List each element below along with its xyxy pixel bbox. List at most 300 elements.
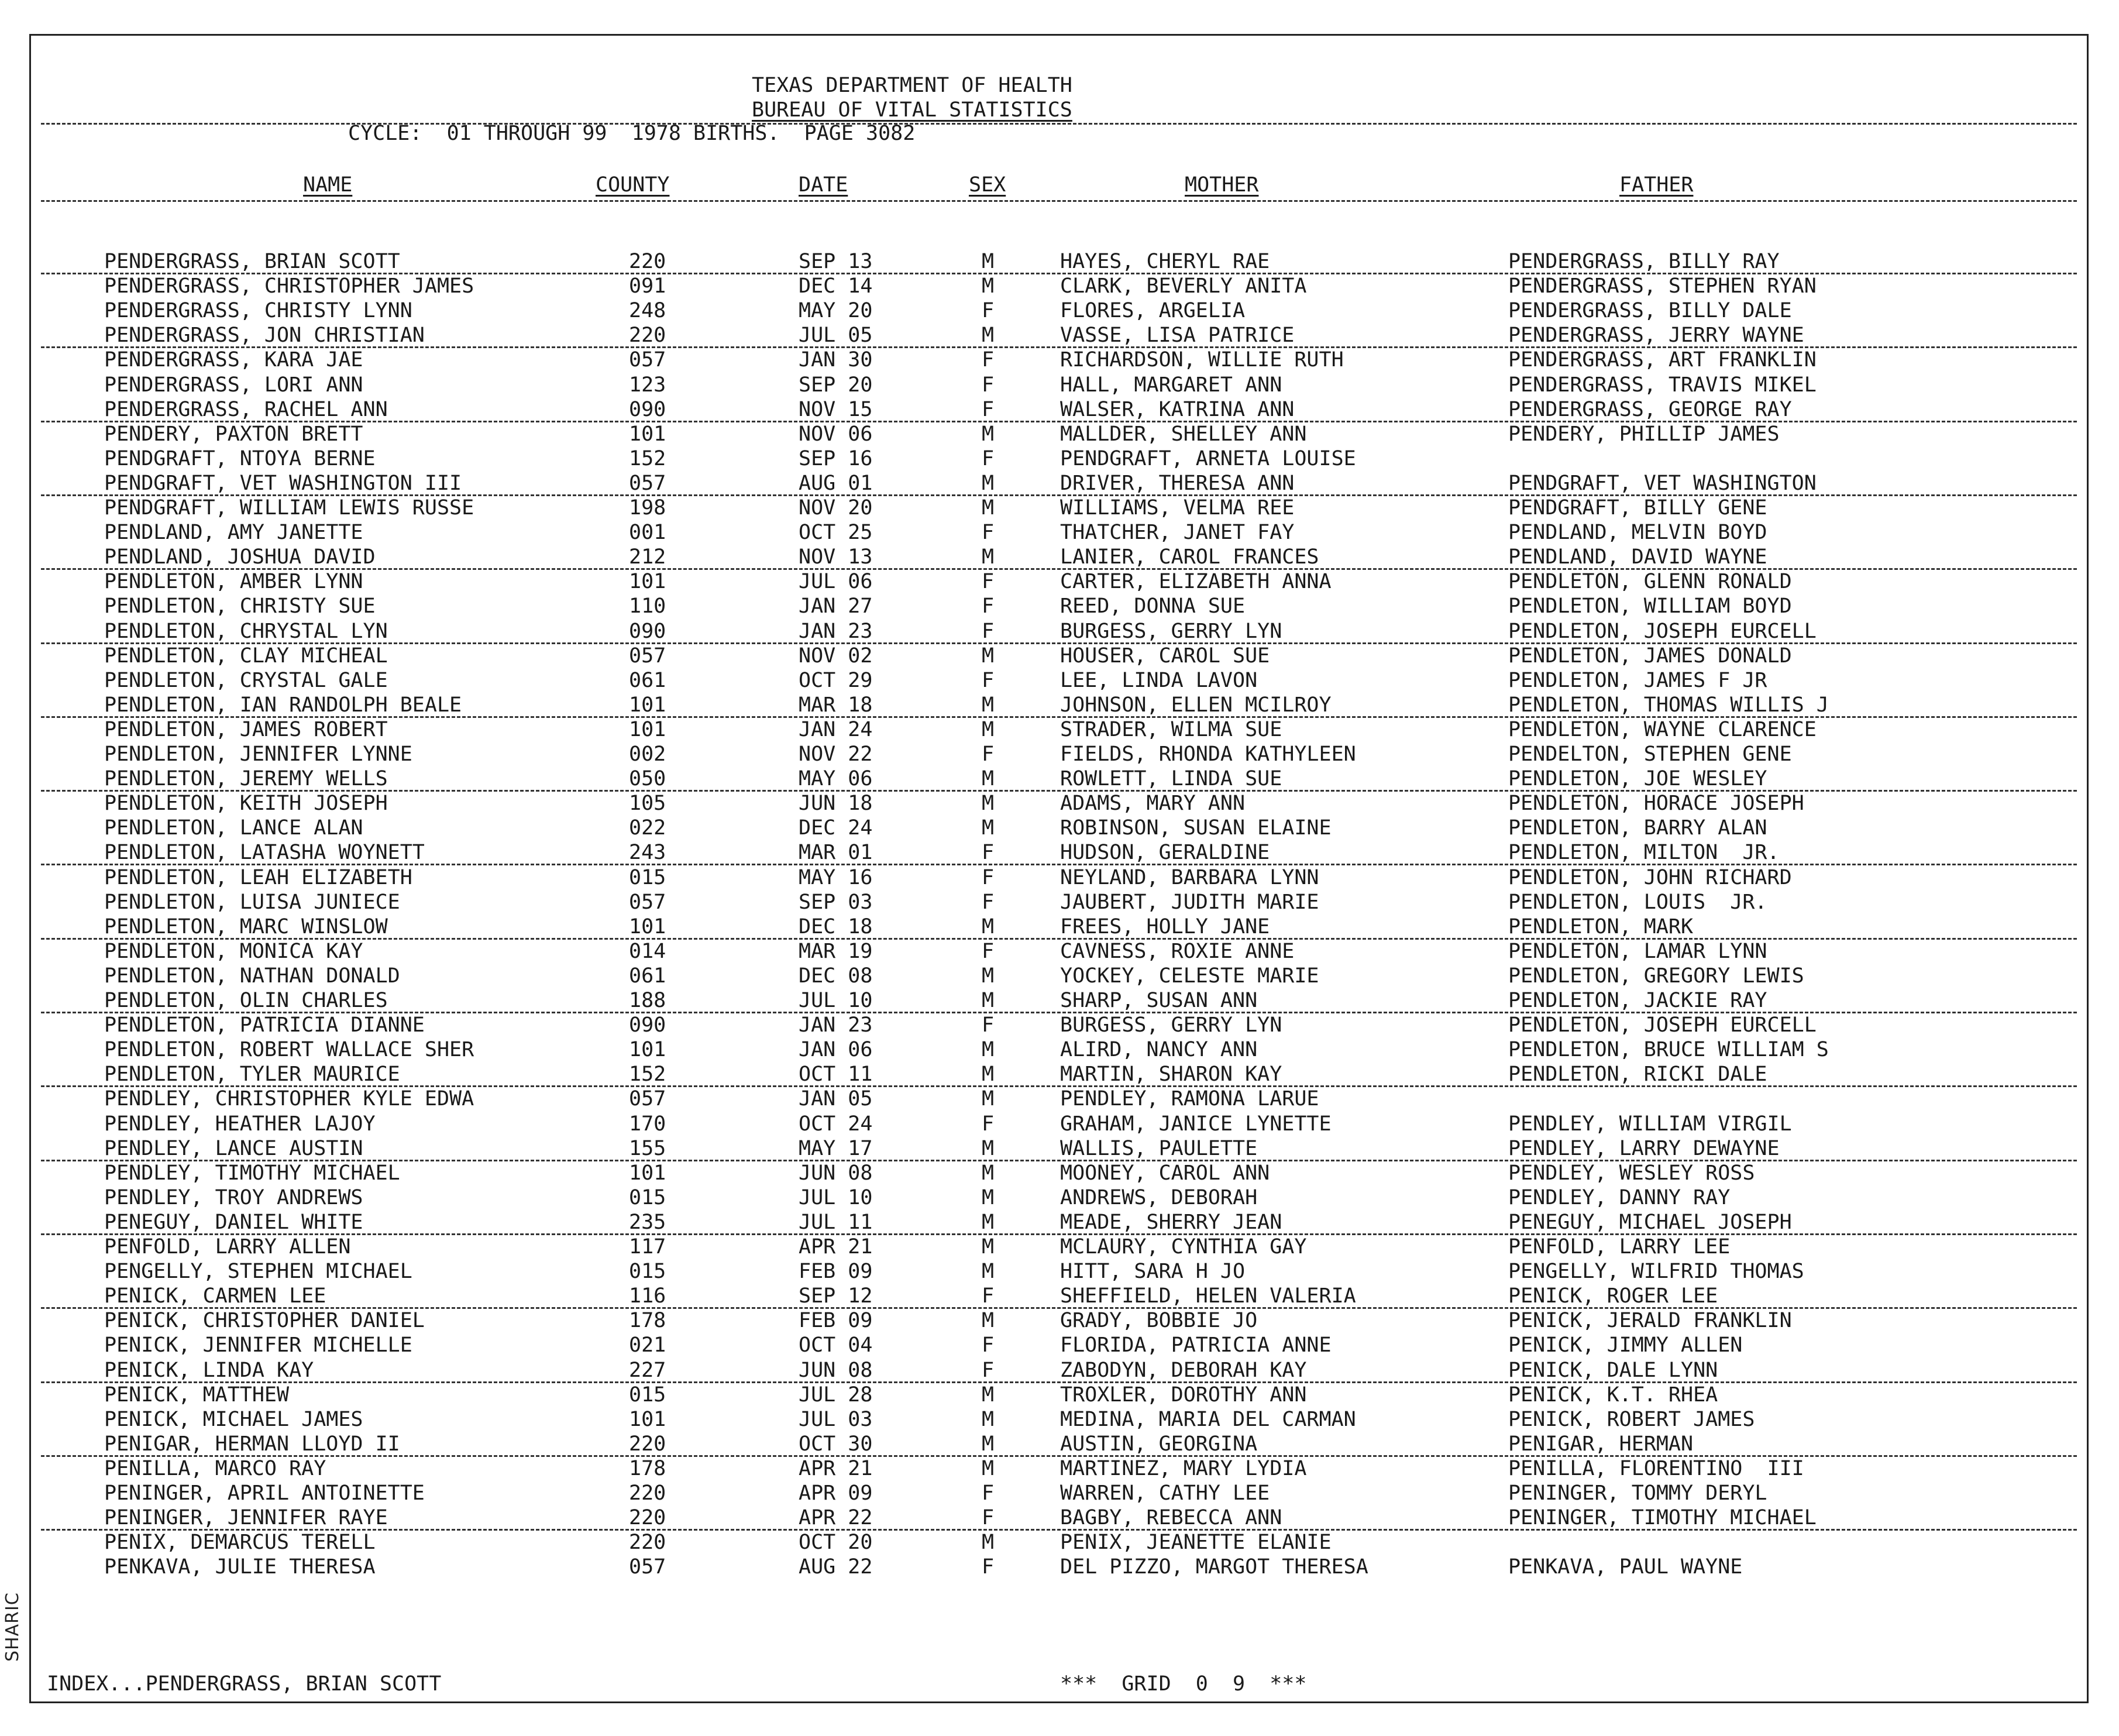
cell-father: PENICK, ROBERT JAMES: [1508, 1407, 1755, 1431]
table-row: [0, 644, 2119, 668]
cell-name: PENICK, CARMEN LEE: [104, 1284, 326, 1308]
table-row: [0, 520, 2119, 545]
table-row: [0, 619, 2119, 644]
cell-mother: LANIER, CAROL FRANCES: [1060, 545, 1319, 569]
cell-mother: FLORES, ARGELIA: [1060, 299, 1246, 323]
cell-father: PENDLAND, DAVID WAYNE: [1508, 545, 1767, 569]
cell-date: MAY 17: [799, 1136, 873, 1160]
cell-father: PENDLETON, JAMES DONALD: [1508, 644, 1792, 668]
table-row: [0, 1530, 2119, 1555]
cell-father: PENICK, JIMMY ALLEN: [1508, 1333, 1743, 1357]
cell-name: PENDLETON, JENNIFER LYNNE: [104, 742, 412, 766]
cell-county: 057: [629, 644, 666, 668]
cell-sex: F: [982, 1112, 995, 1136]
cell-name: PENDLETON, CRYSTAL GALE: [104, 668, 388, 692]
cell-mother: HALL, MARGARET ANN: [1060, 373, 1282, 397]
cell-date: JAN 05: [799, 1087, 873, 1111]
cell-mother: WARREN, CATHY LEE: [1060, 1481, 1270, 1505]
cell-county: 188: [629, 989, 666, 1012]
cell-date: JUL 11: [799, 1210, 873, 1234]
cell-sex: F: [982, 373, 995, 397]
cell-sex: F: [982, 1555, 995, 1579]
column-header-date: DATE: [799, 173, 848, 197]
cell-name: PENDLEY, TROY ANDREWS: [104, 1185, 363, 1209]
cell-county: 220: [629, 324, 666, 348]
cell-county: 101: [629, 1038, 666, 1062]
cell-mother: MALLDER, SHELLEY ANN: [1060, 422, 1307, 446]
cell-sex: F: [982, 299, 995, 323]
cell-date: JUL 06: [799, 570, 873, 594]
table-row: [0, 693, 2119, 717]
header-rule: [41, 123, 2077, 125]
cell-father: PENDLETON, GLENN RONALD: [1508, 570, 1792, 594]
table-row: [0, 397, 2119, 422]
cell-name: PENDLETON, IAN RANDOLPH BEALE: [104, 693, 462, 717]
cell-mother: HOUSER, CAROL SUE: [1060, 644, 1270, 668]
cell-county: 235: [629, 1210, 666, 1234]
cell-county: 021: [629, 1333, 666, 1357]
cell-date: JUL 10: [799, 1185, 873, 1209]
cell-date: JAN 24: [799, 717, 873, 741]
cell-mother: MEADE, SHERRY JEAN: [1060, 1210, 1282, 1234]
cell-date: NOV 15: [799, 397, 873, 421]
cell-county: 123: [629, 373, 666, 397]
cell-name: PENDLETON, PATRICIA DIANNE: [104, 1013, 425, 1037]
table-row: [0, 890, 2119, 915]
cell-sex: M: [982, 915, 995, 939]
cell-date: AUG 01: [799, 471, 873, 495]
cell-county: 152: [629, 446, 666, 470]
cell-county: 220: [629, 250, 666, 273]
cell-date: MAY 06: [799, 767, 873, 791]
cell-date: MAR 18: [799, 693, 873, 717]
cell-date: JUL 28: [799, 1383, 873, 1407]
cell-date: NOV 20: [799, 496, 873, 520]
cell-sex: M: [982, 1309, 995, 1333]
cell-sex: M: [982, 545, 995, 569]
cell-name: PENDLETON, MARC WINSLOW: [104, 915, 388, 939]
cell-date: DEC 08: [799, 964, 873, 988]
cell-mother: ANDREWS, DEBORAH: [1060, 1185, 1258, 1209]
cell-sex: M: [982, 693, 995, 717]
cell-sex: F: [982, 742, 995, 766]
cell-sex: M: [982, 964, 995, 988]
cell-name: PENDLEY, HEATHER LAJOY: [104, 1112, 376, 1136]
cell-father: PENDLETON, BRUCE WILLIAM S: [1508, 1038, 1829, 1062]
cell-mother: SHARP, SUSAN ANN: [1060, 989, 1258, 1012]
table-row: [0, 594, 2119, 618]
cell-sex: F: [982, 1284, 995, 1308]
table-row: [0, 298, 2119, 323]
table-row: [0, 1013, 2119, 1037]
cell-county: 248: [629, 299, 666, 323]
table-row: [0, 323, 2119, 348]
cycle-line: CYCLE: 01 THROUGH 99 1978 BIRTHS. PAGE 3082: [348, 122, 916, 145]
cell-sex: M: [982, 422, 995, 446]
cell-mother: FLORIDA, PATRICIA ANNE: [1060, 1333, 1332, 1357]
table-row: [0, 915, 2119, 939]
cell-mother: BAGBY, REBECCA ANN: [1060, 1506, 1282, 1530]
cell-father: PENINGER, TIMOTHY MICHAEL: [1508, 1506, 1817, 1530]
cell-county: 101: [629, 570, 666, 594]
cell-date: JAN 30: [799, 348, 873, 372]
cell-sex: F: [982, 446, 995, 470]
cell-father: PENINGER, TOMMY DERYL: [1508, 1481, 1767, 1505]
cell-date: APR 21: [799, 1456, 873, 1480]
cell-mother: REED, DONNA SUE: [1060, 594, 1246, 618]
cell-mother: STRADER, WILMA SUE: [1060, 717, 1282, 741]
cell-name: PENDGRAFT, NTOYA BERNE: [104, 446, 376, 470]
cell-mother: BURGESS, GERRY LYN: [1060, 619, 1282, 643]
cell-county: 212: [629, 545, 666, 569]
cell-date: MAY 20: [799, 299, 873, 323]
cell-name: PENDLEY, TIMOTHY MICHAEL: [104, 1161, 400, 1185]
cell-mother: DRIVER, THERESA ANN: [1060, 471, 1295, 495]
cell-mother: PENDLEY, RAMONA LARUE: [1060, 1087, 1319, 1111]
cell-father: PENEGUY, MICHAEL JOSEPH: [1508, 1210, 1792, 1234]
cell-county: 116: [629, 1284, 666, 1308]
cell-sex: M: [982, 1531, 995, 1555]
cell-mother: MARTINEZ, MARY LYDIA: [1060, 1456, 1307, 1480]
table-row: [0, 545, 2119, 569]
cell-father: PENDLETON, THOMAS WILLIS J: [1508, 693, 1829, 717]
cell-father: PENDLETON, JOSEPH EURCELL: [1508, 619, 1817, 643]
cell-mother: JOHNSON, ELLEN MCILROY: [1060, 693, 1332, 717]
table-row: [0, 1383, 2119, 1407]
cell-county: 220: [629, 1481, 666, 1505]
cell-father: PENDERGRASS, GEORGE RAY: [1508, 397, 1792, 421]
cell-mother: WALSER, KATRINA ANN: [1060, 397, 1295, 421]
cell-date: JUN 08: [799, 1358, 873, 1382]
cell-father: PENICK, JERALD FRANKLIN: [1508, 1309, 1792, 1333]
cell-county: 198: [629, 496, 666, 520]
cell-father: PENDLETON, HORACE JOSEPH: [1508, 792, 1804, 816]
table-row: [0, 791, 2119, 816]
cell-sex: F: [982, 890, 995, 914]
cell-father: PENFOLD, LARRY LEE: [1508, 1235, 1731, 1259]
cell-mother: RICHARDSON, WILLIE RUTH: [1060, 348, 1344, 372]
table-row: [0, 1087, 2119, 1111]
cell-name: PENDLETON, LATASHA WOYNETT: [104, 841, 425, 865]
cell-sex: M: [982, 1235, 995, 1259]
cell-father: PENDLETON, BARRY ALAN: [1508, 816, 1767, 840]
cell-sex: M: [982, 989, 995, 1012]
cell-father: PENDLETON, JAMES F JR: [1508, 668, 1767, 692]
cell-county: 243: [629, 841, 666, 865]
cell-date: SEP 20: [799, 373, 873, 397]
cell-mother: JAUBERT, JUDITH MARIE: [1060, 890, 1319, 914]
cell-date: NOV 02: [799, 644, 873, 668]
table-row: [0, 348, 2119, 372]
cell-sex: M: [982, 274, 995, 298]
table-row: [0, 1432, 2119, 1456]
cell-sex: F: [982, 865, 995, 889]
cell-father: PENICK, K.T. RHEA: [1508, 1383, 1718, 1407]
cell-date: JUL 10: [799, 989, 873, 1012]
table-row: [0, 1062, 2119, 1087]
cell-mother: SHEFFIELD, HELEN VALERIA: [1060, 1284, 1356, 1308]
cell-county: 050: [629, 767, 666, 791]
cell-date: SEP 03: [799, 890, 873, 914]
cell-sex: M: [982, 496, 995, 520]
table-row: [0, 865, 2119, 890]
cell-sex: F: [982, 397, 995, 421]
cell-county: 014: [629, 939, 666, 963]
cell-sex: F: [982, 1333, 995, 1357]
table-row: [0, 1161, 2119, 1185]
cell-date: JUL 05: [799, 324, 873, 348]
cell-sex: F: [982, 570, 995, 594]
cell-county: 101: [629, 717, 666, 741]
cell-father: PENILLA, FLORENTINO III: [1508, 1456, 1804, 1480]
cell-county: 090: [629, 1013, 666, 1037]
cell-name: PENDGRAFT, VET WASHINGTON III: [104, 471, 462, 495]
cell-date: NOV 06: [799, 422, 873, 446]
cell-mother: FREES, HOLLY JANE: [1060, 915, 1270, 939]
cell-name: PENDLETON, LUISA JUNIECE: [104, 890, 400, 914]
table-row: [0, 1481, 2119, 1505]
cell-date: JAN 23: [799, 1013, 873, 1037]
cell-mother: FIELDS, RHONDA KATHYLEEN: [1060, 742, 1356, 766]
cell-county: 061: [629, 964, 666, 988]
cell-father: PENDGRAFT, VET WASHINGTON: [1508, 471, 1817, 495]
cell-county: 015: [629, 865, 666, 889]
cell-father: PENDLETON, GREGORY LEWIS: [1508, 964, 1804, 988]
cell-county: 170: [629, 1112, 666, 1136]
cell-date: DEC 18: [799, 915, 873, 939]
cell-father: PENDERY, PHILLIP JAMES: [1508, 422, 1780, 446]
cell-date: JAN 23: [799, 619, 873, 643]
cell-date: SEP 12: [799, 1284, 873, 1308]
table-row: [0, 1284, 2119, 1308]
bureau-title: BUREAU OF VITAL STATISTICS: [752, 98, 1072, 122]
cell-county: 227: [629, 1358, 666, 1382]
cell-sex: F: [982, 841, 995, 865]
cell-sex: M: [982, 324, 995, 348]
table-row: [0, 1037, 2119, 1062]
cell-mother: NEYLAND, BARBARA LYNN: [1060, 865, 1319, 889]
column-header-father: FATHER: [1619, 173, 1694, 197]
cell-date: OCT 20: [799, 1531, 873, 1555]
cell-date: SEP 13: [799, 250, 873, 273]
cell-county: 091: [629, 274, 666, 298]
cell-mother: HUDSON, GERALDINE: [1060, 841, 1270, 865]
cell-mother: AUSTIN, GEORGINA: [1060, 1432, 1258, 1456]
cell-name: PENDLETON, JEREMY WELLS: [104, 767, 388, 791]
cell-mother: YOCKEY, CELESTE MARIE: [1060, 964, 1319, 988]
cell-date: OCT 24: [799, 1112, 873, 1136]
cell-father: PENKAVA, PAUL WAYNE: [1508, 1555, 1743, 1579]
cell-date: JAN 27: [799, 594, 873, 618]
column-header-mother: MOTHER: [1185, 173, 1259, 197]
cell-name: PENICK, JENNIFER MICHELLE: [104, 1333, 412, 1357]
footer-index: INDEX...PENDERGRASS, BRIAN SCOTT: [47, 1672, 442, 1696]
cell-date: APR 21: [799, 1235, 873, 1259]
cell-name: PENINGER, APRIL ANTOINETTE: [104, 1481, 425, 1505]
cell-sex: M: [982, 1038, 995, 1062]
table-row: [0, 496, 2119, 520]
cell-date: MAR 19: [799, 939, 873, 963]
cell-father: PENDERGRASS, BILLY DALE: [1508, 299, 1792, 323]
cell-mother: CLARK, BEVERLY ANITA: [1060, 274, 1307, 298]
footer-grid: *** GRID 0 9 ***: [1060, 1672, 1307, 1696]
cell-father: PENDLEY, LARRY DEWAYNE: [1508, 1136, 1780, 1160]
table-row: [0, 422, 2119, 446]
cell-county: 220: [629, 1506, 666, 1530]
cell-name: PENDLETON, JAMES ROBERT: [104, 717, 388, 741]
cell-name: PENILLA, MARCO RAY: [104, 1456, 326, 1480]
cell-county: 061: [629, 668, 666, 692]
cell-sex: F: [982, 521, 995, 545]
cell-mother: DEL PIZZO, MARGOT THERESA: [1060, 1555, 1368, 1579]
table-row: [0, 1555, 2119, 1579]
table-row: [0, 1259, 2119, 1284]
table-row: [0, 668, 2119, 693]
cell-father: PENDLEY, WILLIAM VIRGIL: [1508, 1112, 1792, 1136]
cell-name: PENDGRAFT, WILLIAM LEWIS RUSSE: [104, 496, 474, 520]
column-header-name: NAME: [303, 173, 353, 197]
cell-sex: M: [982, 1456, 995, 1480]
cell-sex: F: [982, 1506, 995, 1530]
cell-mother: HITT, SARA H JO: [1060, 1260, 1246, 1284]
cell-name: PENDERGRASS, JON CHRISTIAN: [104, 324, 425, 348]
cell-date: APR 22: [799, 1506, 873, 1530]
cell-sex: M: [982, 644, 995, 668]
cell-sex: F: [982, 1013, 995, 1037]
table-row: [0, 1210, 2119, 1235]
table-row: [0, 717, 2119, 742]
cell-father: PENDLETON, LOUIS JR.: [1508, 890, 1767, 914]
cell-mother: BURGESS, GERRY LYN: [1060, 1013, 1282, 1037]
table-row: [0, 1235, 2119, 1259]
cell-name: PENDLETON, LEAH ELIZABETH: [104, 865, 412, 889]
cell-sex: M: [982, 1407, 995, 1431]
cell-sex: M: [982, 1432, 995, 1456]
cell-name: PENDERGRASS, BRIAN SCOTT: [104, 250, 400, 273]
column-header-sex: SEX: [969, 173, 1006, 197]
cell-mother: PENIX, JEANETTE ELANIE: [1060, 1531, 1332, 1555]
cell-county: 022: [629, 816, 666, 840]
cell-father: PENDLEY, WESLEY ROSS: [1508, 1161, 1755, 1185]
table-row: [0, 1112, 2119, 1136]
cell-mother: CAVNESS, ROXIE ANNE: [1060, 939, 1295, 963]
cell-name: PENDERGRASS, CHRISTY LYNN: [104, 299, 412, 323]
cell-name: PENFOLD, LARRY ALLEN: [104, 1235, 351, 1259]
cell-name: PENDLETON, NATHAN DONALD: [104, 964, 400, 988]
cell-sex: M: [982, 1260, 995, 1284]
cell-county: 178: [629, 1456, 666, 1480]
cell-date: FEB 09: [799, 1260, 873, 1284]
cell-name: PENGELLY, STEPHEN MICHAEL: [104, 1260, 412, 1284]
cell-date: OCT 04: [799, 1333, 873, 1357]
cell-date: NOV 22: [799, 742, 873, 766]
cell-father: PENDLETON, JOE WESLEY: [1508, 767, 1767, 791]
cell-father: PENDLETON, LAMAR LYNN: [1508, 939, 1767, 963]
cell-father: PENDLETON, MILTON JR.: [1508, 841, 1780, 865]
cell-mother: PENDGRAFT, ARNETA LOUISE: [1060, 446, 1356, 470]
cell-mother: MARTIN, SHARON KAY: [1060, 1063, 1282, 1087]
cell-sex: M: [982, 816, 995, 840]
cell-county: 002: [629, 742, 666, 766]
cell-mother: VASSE, LISA PATRICE: [1060, 324, 1295, 348]
cell-date: JAN 06: [799, 1038, 873, 1062]
cell-county: 220: [629, 1531, 666, 1555]
cell-name: PENDLETON, KEITH JOSEPH: [104, 792, 388, 816]
cell-date: OCT 30: [799, 1432, 873, 1456]
table-row: [0, 446, 2119, 471]
cell-sex: M: [982, 767, 995, 791]
cell-father: PENDGRAFT, BILLY GENE: [1508, 496, 1767, 520]
cell-date: MAR 01: [799, 841, 873, 865]
cell-date: OCT 29: [799, 668, 873, 692]
cell-county: 152: [629, 1063, 666, 1087]
cell-county: 101: [629, 915, 666, 939]
cell-father: PENDLETON, JOHN RICHARD: [1508, 865, 1792, 889]
cell-sex: M: [982, 1161, 995, 1185]
cell-sex: M: [982, 1136, 995, 1160]
cell-date: APR 09: [799, 1481, 873, 1505]
table-row: [0, 840, 2119, 865]
cell-name: PENDLETON, ROBERT WALLACE SHER: [104, 1038, 474, 1062]
cell-mother: ROWLETT, LINDA SUE: [1060, 767, 1282, 791]
table-row: [0, 939, 2119, 964]
table-row: [0, 816, 2119, 840]
cell-name: PENDERGRASS, LORI ANN: [104, 373, 363, 397]
table-row: [0, 1185, 2119, 1210]
cell-sex: M: [982, 792, 995, 816]
cell-father: PENDLEY, DANNY RAY: [1508, 1185, 1731, 1209]
table-row: [0, 249, 2119, 274]
cell-county: 110: [629, 594, 666, 618]
cell-county: 057: [629, 471, 666, 495]
cell-mother: WILLIAMS, VELMA REE: [1060, 496, 1295, 520]
cell-name: PENDLETON, TYLER MAURICE: [104, 1063, 400, 1087]
cell-name: PENICK, LINDA KAY: [104, 1358, 314, 1382]
table-row: [0, 1333, 2119, 1357]
cell-father: PENDLETON, MARK: [1508, 915, 1694, 939]
cell-sex: M: [982, 471, 995, 495]
cell-father: PENDLETON, JOSEPH EURCELL: [1508, 1013, 1817, 1037]
table-row: [0, 1136, 2119, 1161]
cell-father: PENDLETON, WILLIAM BOYD: [1508, 594, 1792, 618]
cell-county: 015: [629, 1383, 666, 1407]
cell-name: PENDLETON, CHRISTY SUE: [104, 594, 376, 618]
cell-sex: F: [982, 939, 995, 963]
cell-date: AUG 22: [799, 1555, 873, 1579]
cell-father: PENDLETON, WAYNE CLARENCE: [1508, 717, 1817, 741]
cell-father: PENDLETON, JACKIE RAY: [1508, 989, 1767, 1012]
table-row: [0, 471, 2119, 496]
cell-date: NOV 13: [799, 545, 873, 569]
cell-mother: MEDINA, MARIA DEL CARMAN: [1060, 1407, 1356, 1431]
cell-name: PENDLETON, CHRYSTAL LYN: [104, 619, 388, 643]
table-row: [0, 1308, 2119, 1333]
cell-county: 155: [629, 1136, 666, 1160]
table-row: [0, 766, 2119, 791]
cell-name: PENKAVA, JULIE THERESA: [104, 1555, 376, 1579]
cell-father: PENDLETON, RICKI DALE: [1508, 1063, 1767, 1087]
cell-mother: MOONEY, CAROL ANN: [1060, 1161, 1270, 1185]
side-label: SHARIC: [2, 1592, 23, 1662]
cell-county: 101: [629, 1407, 666, 1431]
cell-date: FEB 09: [799, 1309, 873, 1333]
cell-county: 057: [629, 890, 666, 914]
cell-father: PENDLAND, MELVIN BOYD: [1508, 521, 1767, 545]
cell-date: JUN 08: [799, 1161, 873, 1185]
cell-date: DEC 14: [799, 274, 873, 298]
cell-father: PENDERGRASS, ART FRANKLIN: [1508, 348, 1817, 372]
cell-county: 178: [629, 1309, 666, 1333]
